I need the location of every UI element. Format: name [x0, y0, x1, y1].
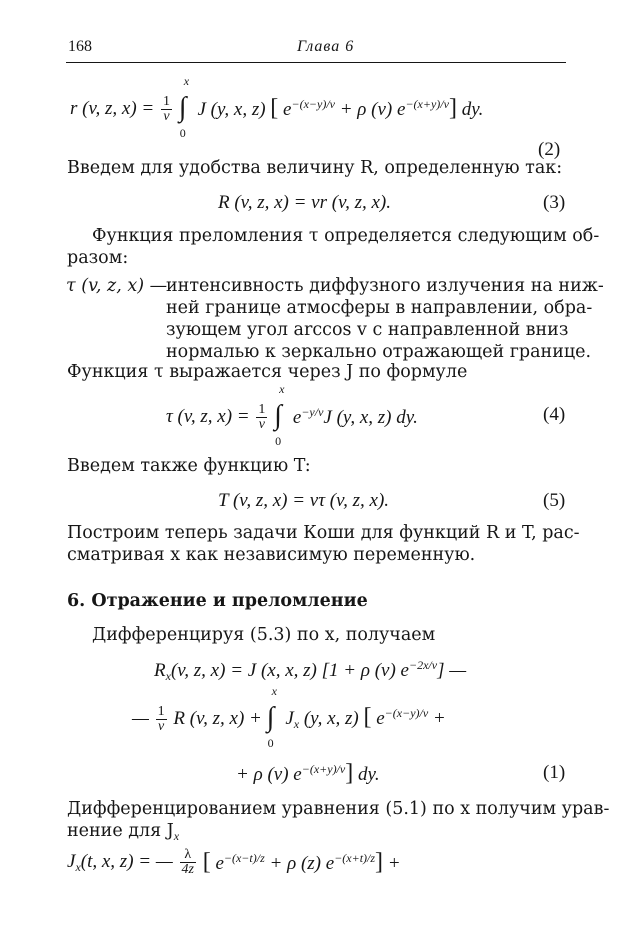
eq1-line1-end: ] — — [437, 660, 467, 681]
paragraph-line: Дифференцированием уравнения (5.1) по x получим урав- — [67, 799, 610, 819]
eq1-line1-exp: −2x/v — [408, 658, 438, 672]
eq2-lhs: r (v, z, x) = — [70, 98, 159, 119]
eq2-exp2: −(x+y)/v — [405, 97, 449, 111]
paragraph: Введем также функцию T: — [67, 456, 311, 476]
eq1-frac-num: 1 — [157, 703, 165, 719]
equation-2: r (v, z, x) = $\frac{1}{v}$ ∫ x 0 J (y, x, z) [ $e^{-(x-y)/v} + \rho$ (v) $e^{-(x+y)/v}$] dy. — [70, 74, 484, 140]
eql-frac-den: 4z — [181, 862, 194, 877]
integral-sign: ∫ x 0 — [178, 74, 190, 140]
eq1-line1-rest: (v, z, x) = J (x, x, z) [1 + ρ (v) e — [170, 660, 409, 681]
page-number: 168 — [68, 38, 92, 55]
definition-term: τ (v, z, x) — — [66, 276, 168, 296]
eql-lhs: J — [67, 850, 76, 872]
eq1-line3-exp: −(x+y)/v — [301, 762, 346, 776]
eq4-int-upper: x — [279, 382, 285, 396]
equation-number-5: (5) — [543, 490, 566, 511]
eq1-line2-end: + — [428, 708, 446, 729]
integral-sign: ∫ x 0 — [274, 382, 285, 448]
equation-last: $J_x(t$, x, z) = — $\frac{\lambda}{4z}$ [ $e^{-(x-t)/z} + \rho$ (z) $e^{-(x+t)/z}$] + — [67, 847, 401, 877]
paragraph: Функция τ выражается через J по формуле — [67, 362, 468, 382]
paragraph-sub: x — [173, 829, 180, 843]
eq1-line2-start: — — [132, 708, 154, 729]
eql-frac-num: λ — [180, 848, 196, 863]
paragraph-line — [67, 820, 179, 847]
eq2-mid: + ρ (v) e — [334, 99, 406, 120]
eql-exp2: −(x+t)/z — [334, 850, 376, 865]
eq1-int-lower: 0 — [267, 736, 274, 750]
eq1-lhs: R — [154, 660, 166, 681]
definition-line: нормалью к зеркально отражающей границе. — [166, 342, 592, 362]
paragraph-line: Функция преломления τ определяется следующим об- — [92, 226, 600, 246]
paragraph: Дифференцируя (5.3) по x, получаем — [92, 625, 436, 645]
eq2-exp1: −(x−y)/v — [291, 97, 335, 111]
eq1-int-upper: x — [271, 684, 277, 698]
eql-end: + — [383, 852, 401, 874]
eq4-body: J (y, x, z) dy. — [323, 407, 418, 428]
eq4-fraction — [256, 403, 267, 432]
paragraph: Введем для удобства величину R, определенную так: — [67, 158, 563, 178]
equation-number-2: (2) — [538, 139, 561, 160]
eq2-frac-num: 1 — [162, 93, 170, 109]
eq4-frac-num: 1 — [258, 401, 266, 417]
eq2-body: J (y, x, z) — [197, 99, 271, 120]
bracket-open: [ — [270, 95, 279, 121]
equation-1-line-3: + ρ (v) $e^{-(x+y)/v}$] dy. — [236, 760, 380, 786]
equation-5: T (v, z, x) = vτ (v, z, x). — [218, 490, 390, 511]
eq1-line3-a: + ρ (v) e — [236, 764, 302, 785]
eql-rest: (t, x, z) = — — [80, 850, 178, 872]
eq2-fraction — [161, 95, 172, 124]
eq4-lhs: τ (v, z, x) = — [166, 406, 255, 427]
eql-exp1: −(x−t)/z — [223, 850, 265, 865]
paragraph-line: сматривая x как независимую переменную. — [67, 545, 476, 565]
eq1-fraction — [156, 705, 167, 734]
eq1-line2-c: (y, x, z) — [299, 708, 364, 729]
eq4-exp: −y/v — [301, 405, 324, 419]
header-rule — [66, 62, 566, 63]
eql-mid: + ρ (z) e — [264, 852, 335, 874]
definition-line: ней границе атмосферы в направлении, обра- — [166, 298, 593, 318]
eq1-line2-a: R (v, z, x) + — [173, 708, 267, 729]
definition-line: интенсивность диффузного излучения на ниж- — [166, 276, 604, 296]
eql-sub: x — [75, 859, 81, 874]
eq1-line2-sub: x — [293, 717, 300, 731]
eq1-line2-exp: −(x−y)/v — [384, 706, 429, 720]
eq4-frac-den: v — [258, 416, 265, 432]
equation-3: R (v, z, x) = vr (v, z, x). — [218, 192, 392, 213]
eq1-lhs-sub: x — [165, 669, 171, 683]
bracket-close: ] — [448, 95, 457, 121]
equation-1-line-1 — [154, 658, 466, 684]
eq2-int-lower: 0 — [179, 126, 186, 140]
equation-4: τ (v, z, x) = $\frac{1}{v}$ ∫ x 0 $e^{-y/v}J$ (y, x, z) dy. — [166, 382, 418, 448]
paragraph-line: Построим теперь задачи Коши для функций R и T, рас- — [67, 523, 580, 543]
eq2-tail: dy. — [456, 99, 484, 120]
paragraph-line-text: нение для J — [67, 821, 174, 841]
eq1-line2-b: J — [285, 708, 294, 729]
eq1-line3-end: dy. — [353, 764, 380, 785]
eq2-frac-den: v — [163, 108, 170, 124]
paragraph-line: разом: — [67, 248, 129, 268]
section-title: 6. Отражение и преломление — [67, 591, 368, 611]
definition-line: зующем угол arccos v с направленной вниз — [166, 320, 569, 340]
eq1-frac-den: v — [158, 718, 165, 734]
eq4-int-lower: 0 — [275, 434, 282, 448]
equation-number-3: (3) — [543, 192, 566, 213]
eql-fraction — [180, 848, 196, 877]
equation-number-4: (4) — [543, 404, 566, 425]
equation-1-line-2: — $\frac{1}{v}$ R (v, z, x) + ∫ x 0 $J_x$ (y, x, z) [ $e^{-(x-y)/v}$ + — [132, 684, 446, 750]
equation-number-1: (1) — [543, 762, 566, 783]
integral-sign: ∫ x 0 — [266, 684, 277, 750]
eq2-int-upper: x — [183, 74, 190, 88]
running-title: Глава 6 — [297, 38, 355, 55]
